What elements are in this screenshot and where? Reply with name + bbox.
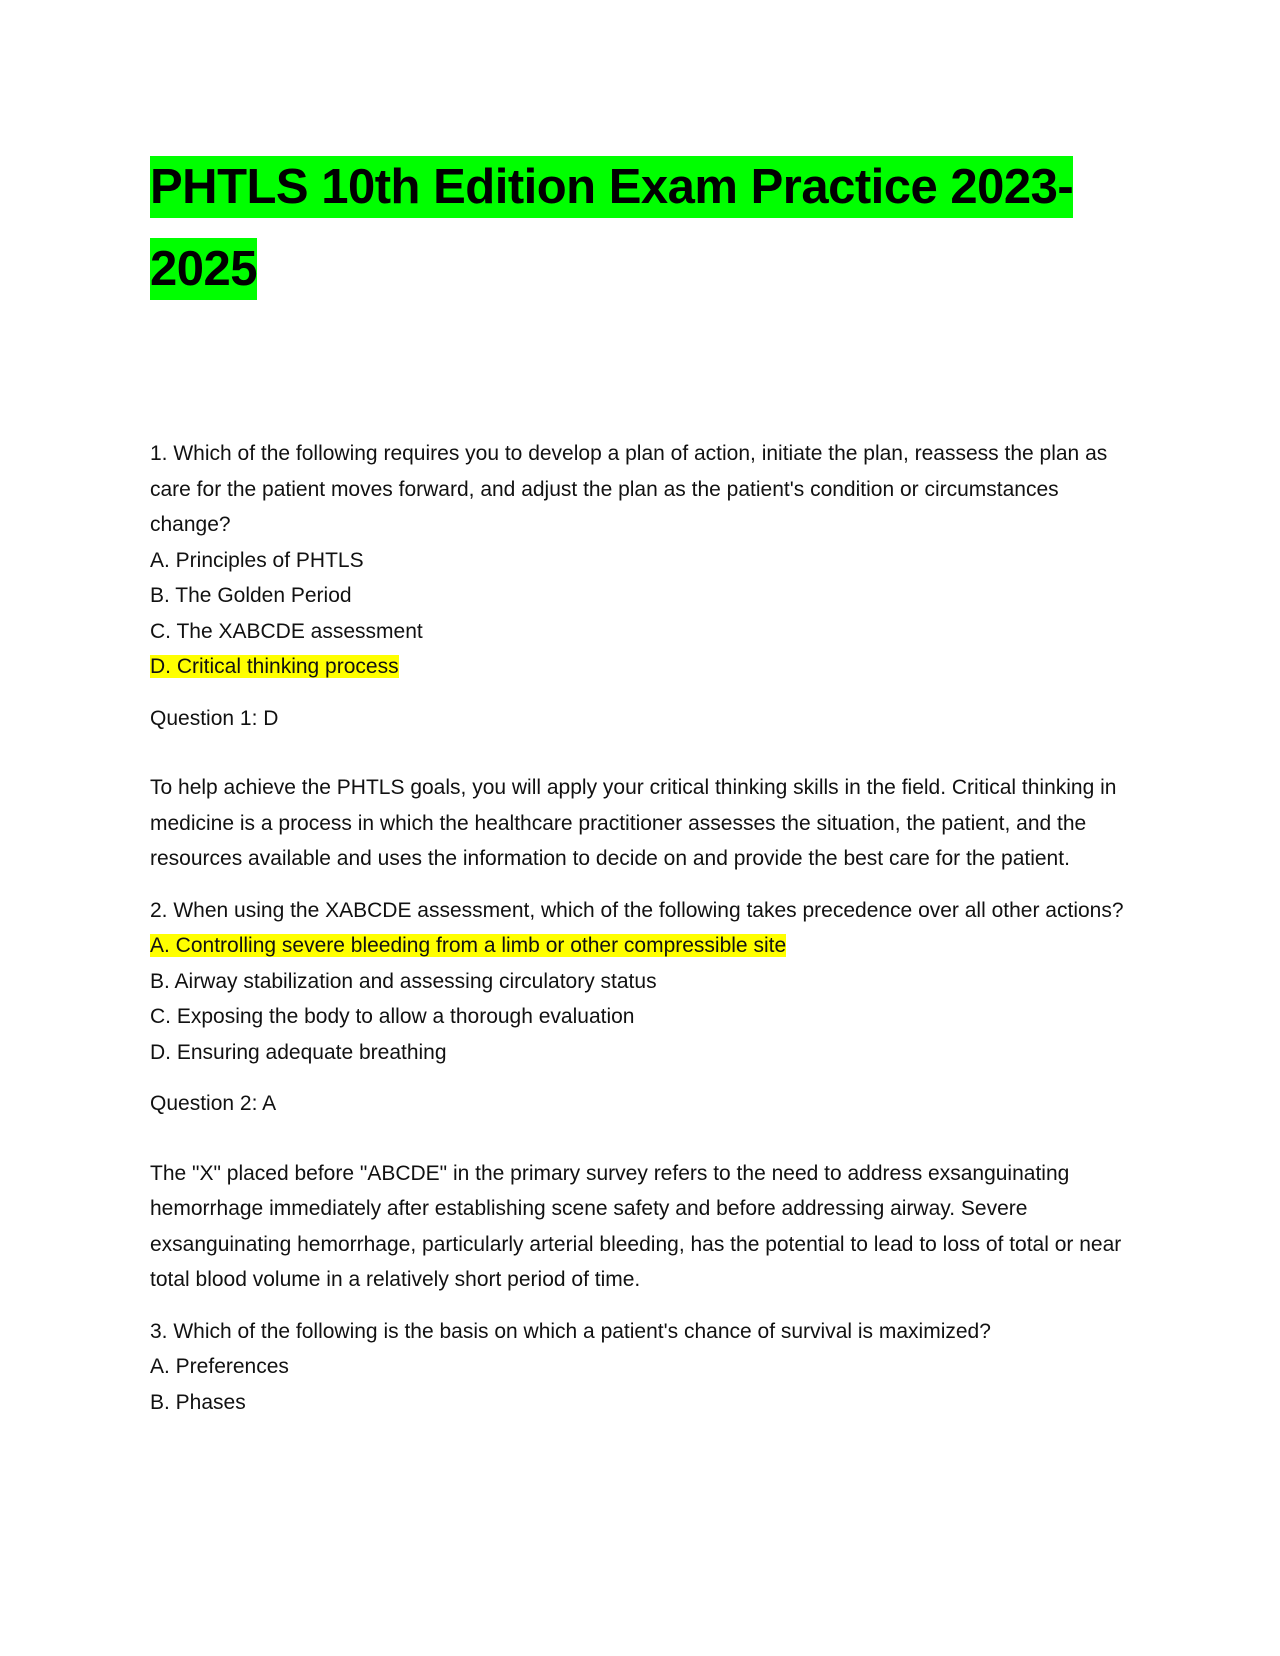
question-2-option-b: B. Airway stabilization and assessing circulatory status [150,969,657,993]
question-3-text: 3. Which of the following is the basis on which a patient's chance of survival is maximized? [150,1319,991,1343]
question-2-option-a-highlighted: A. Controlling severe bleeding from a limb or other compressible site [150,934,787,957]
question-2-text: 2. When using the XABCDE assessment, which of the following takes precedence over all other actions? [150,898,1124,922]
question-2-answer: Question 2: A [150,1092,277,1115]
question-3 [150,1314,1130,1421]
question-1-option-b: B. The Golden Period [150,584,352,607]
document-title [150,146,1140,310]
question-1-text: 1. Which of the following requires you to develop a plan of action, initiate the plan, reassess the plan as care for the patient moves forward, and adjust the plan as the patient's condition or circumstances change? [150,442,1108,536]
question-1-answer: Question 1: D [150,706,279,730]
question-1-option-d-highlighted: D. Critical thinking process [150,655,399,678]
question-3-option-b: B. Phases [150,1390,246,1414]
question-1-option-a: A. Principles of PHTLS [150,548,364,572]
question-1-explanation: To help achieve the PHTLS goals, you will apply your critical thinking skills in the field. Critical thinking in medicine is a process in which the healthcare practitioner assesses the situation, the patient, and the resources available and uses the information to decide on and provide the best care for the patient. [150,776,1117,870]
question-2-option-c: C. Exposing the body to allow a thorough evaluation [150,1005,635,1028]
document-body [150,436,1130,1436]
question-2-explanation: The "X" placed before "ABCDE" in the primary survey refers to the need to address exsanguinating hemorrhage immediately after establishing scene safety and before addressing airway. Severe exsanguinating hemorrhage, particularly arterial bleeding, has the potential to lead to loss of total or near total blood volume in a relatively short period of time. [150,1161,1122,1291]
question-1-option-c: C. The XABCDE assessment [150,619,423,643]
question-2-option-d: D. Ensuring adequate breathing [150,1040,447,1064]
question-1 [150,436,1130,685]
document-title-text: PHTLS 10th Edition Exam Practice 2023-2025 [150,156,1073,300]
question-2 [150,893,1130,1071]
question-3-option-a: A. Preferences [150,1355,289,1378]
